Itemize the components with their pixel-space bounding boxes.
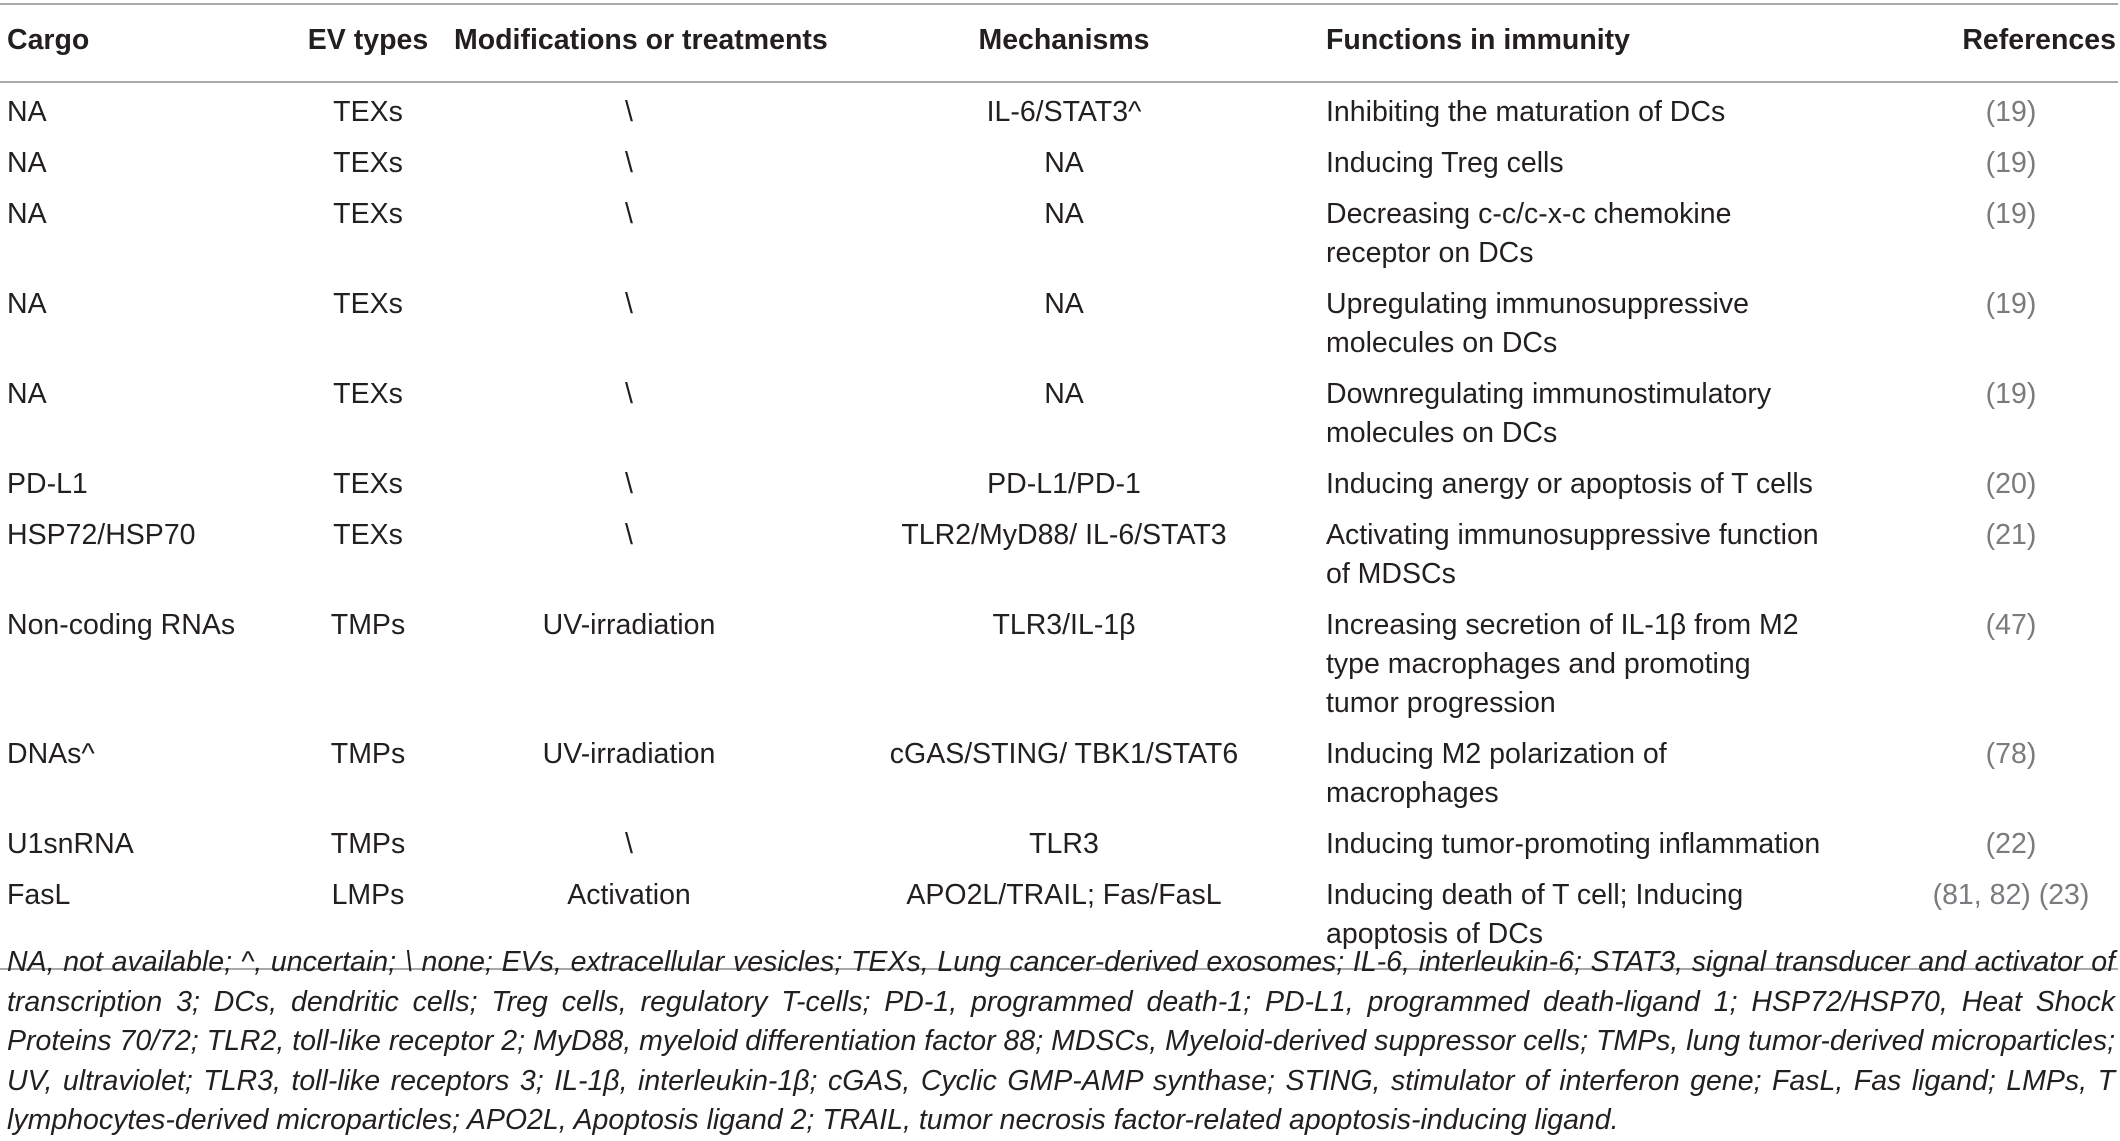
function-cell xyxy=(1324,600,1904,729)
function-line: molecules on DCs xyxy=(1326,327,1558,359)
mechanism-cell: PD-L1/PD-1 xyxy=(987,468,1141,500)
mechanism-cell: NA xyxy=(1044,198,1084,230)
table-row xyxy=(0,459,2118,510)
cargo-cell: NA xyxy=(7,288,47,320)
table-footnote: NA, not available; ^, uncertain; \ none; EVs, extracellular vesicles; TEXs, Lung cancer-derived exosomes; IL-6, interleukin-6; STAT3, signal transducer and activator of transcription 3; DCs, dendritic cells; Treg cells, regulatory T-cells; PD-1, programmed death-1; PD-L1, programmed death-ligand 1; HSP72/HSP70, Heat Shock Proteins 70/72; TLR2, toll-like receptor 2; MyD88, myeloid differentiation factor 88; MDSCs, Myeloid-derived suppressor cells; TMPs, lung tumor-derived microparticles; UV, ultraviolet; TLR3, toll-like receptors 3; IL-1β, interleukin-1β; cGAS, Cyclic GMP-AMP synthase; STING, stimulator of interferon gene; FasL, Fas ligand; LMPs, T lymphocytes-derived microparticles; APO2L, Apoptosis ligand 2; TRAIL, tumor necrosis factor-related apoptosis-inducing ligand. xyxy=(7,946,2115,1136)
table-row xyxy=(0,600,2118,729)
reference-cell: (78) xyxy=(1985,738,2037,770)
function-cell xyxy=(1324,510,1904,600)
cargo-cell: PD-L1 xyxy=(7,468,88,500)
reference-cell: (21) xyxy=(1985,519,2037,551)
ev-type-cell: TMPs xyxy=(330,738,406,770)
cargo-cell: NA xyxy=(7,147,47,179)
mechanism-cell: APO2L/TRAIL; Fas/FasL xyxy=(906,879,1222,911)
modification-cell: UV-irradiation xyxy=(542,609,716,641)
function-cell xyxy=(1324,819,1904,870)
reference-cell: (22) xyxy=(1985,828,2037,860)
modification-cell: \ xyxy=(625,198,633,230)
modification-cell: \ xyxy=(625,468,633,500)
ev-type-cell: TEXs xyxy=(333,288,403,320)
table-row xyxy=(0,189,2118,279)
ev-type-cell: TEXs xyxy=(333,147,403,179)
header-cargo: Cargo xyxy=(7,23,90,56)
modification-cell: \ xyxy=(625,828,633,860)
cargo-cell: NA xyxy=(7,378,47,410)
mechanism-cell: NA xyxy=(1044,378,1084,410)
ev-type-cell: TMPs xyxy=(330,828,406,860)
cargo-cell: NA xyxy=(7,198,47,230)
reference-cell: (19) xyxy=(1985,378,2037,410)
ev-type-cell: TMPs xyxy=(330,609,406,641)
reference-cell: (19) xyxy=(1985,96,2037,128)
mechanism-cell: cGAS/STING/ TBK1/STAT6 xyxy=(889,738,1239,770)
function-line: Increasing secretion of IL-1β from M2 xyxy=(1326,609,1799,641)
reference-cell: (19) xyxy=(1985,147,2037,179)
mechanism-cell: TLR3/IL-1β xyxy=(992,609,1136,641)
cargo-cell: NA xyxy=(7,96,47,128)
cargo-cell: Non-coding RNAs xyxy=(7,609,236,641)
header-row xyxy=(0,4,2118,82)
reference-cell: (19) xyxy=(1985,288,2037,320)
cargo-cell: HSP72/HSP70 xyxy=(7,519,196,551)
function-line: type macrophages and promoting xyxy=(1326,648,1751,680)
table-row xyxy=(0,369,2118,459)
ev-type-cell: TEXs xyxy=(333,468,403,500)
table-row xyxy=(0,82,2118,138)
function-cell xyxy=(1324,729,1904,819)
ev-type-cell: TEXs xyxy=(333,198,403,230)
data-table xyxy=(0,3,2118,970)
modification-cell: \ xyxy=(625,147,633,179)
header-functions: Functions in immunity xyxy=(1326,23,1630,56)
function-line: Inducing tumor-promoting inflammation xyxy=(1326,828,1821,860)
mechanism-cell: TLR2/MyD88/ IL-6/STAT3 xyxy=(901,519,1227,551)
modification-cell: \ xyxy=(625,519,633,551)
modification-cell: \ xyxy=(625,96,633,128)
header-mechanisms: Mechanisms xyxy=(978,23,1150,56)
cargo-cell: DNAs^ xyxy=(7,738,95,770)
cargo-cell: U1snRNA xyxy=(7,828,134,860)
mechanism-cell: IL-6/STAT3^ xyxy=(986,96,1142,128)
function-cell xyxy=(1324,279,1904,369)
function-line: Decreasing c-c/c-x-c chemokine xyxy=(1326,198,1732,230)
function-line: receptor on DCs xyxy=(1326,237,1534,269)
header-ev-types: EV types xyxy=(307,23,429,56)
function-line: Upregulating immunosuppressive xyxy=(1326,288,1749,320)
function-line: apoptosis of DCs xyxy=(1326,918,1544,950)
ev-type-cell: TEXs xyxy=(333,519,403,551)
table-row xyxy=(0,279,2118,369)
mechanism-cell: NA xyxy=(1044,288,1084,320)
table-row xyxy=(0,138,2118,189)
modification-cell: \ xyxy=(625,288,633,320)
table-row xyxy=(0,510,2118,600)
modification-cell: Activation xyxy=(567,879,691,911)
header-references: References xyxy=(1962,23,2116,56)
function-line: Inducing Treg cells xyxy=(1326,147,1564,179)
function-line: Inducing anergy or apoptosis of T cells xyxy=(1326,468,1813,500)
reference-cell: (19) xyxy=(1985,198,2037,230)
table-row xyxy=(0,729,2118,819)
function-line: of MDSCs xyxy=(1326,558,1456,590)
table-row xyxy=(0,819,2118,870)
reference-cell: (47) xyxy=(1985,609,2037,641)
function-cell xyxy=(1324,189,1904,279)
header-modifications: Modifications or treatments xyxy=(454,23,828,56)
ev-type-cell: LMPs xyxy=(331,879,405,911)
function-line: Inhibiting the maturation of DCs xyxy=(1326,96,1726,128)
function-line: Activating immunosuppressive function xyxy=(1326,519,1819,551)
cargo-cell: FasL xyxy=(7,879,71,911)
function-line: macrophages xyxy=(1326,777,1499,809)
ev-type-cell: TEXs xyxy=(333,96,403,128)
modification-cell: UV-irradiation xyxy=(542,738,716,770)
reference-cell: (81, 82) (23) xyxy=(1932,879,2090,911)
mechanism-cell: NA xyxy=(1044,147,1084,179)
function-cell xyxy=(1324,459,1904,510)
function-line: Inducing M2 polarization of xyxy=(1326,738,1667,770)
function-line: Downregulating immunostimulatory xyxy=(1326,378,1772,410)
function-cell xyxy=(1324,82,1904,138)
mechanism-cell: TLR3 xyxy=(1029,828,1099,860)
modification-cell: \ xyxy=(625,378,633,410)
function-cell xyxy=(1324,138,1904,189)
reference-cell: (20) xyxy=(1985,468,2037,500)
function-line: Inducing death of T cell; Inducing xyxy=(1326,879,1744,911)
function-line: tumor progression xyxy=(1326,687,1556,719)
function-cell xyxy=(1324,369,1904,459)
table-body xyxy=(0,82,2118,969)
function-line: molecules on DCs xyxy=(1326,417,1558,449)
ev-type-cell: TEXs xyxy=(333,378,403,410)
